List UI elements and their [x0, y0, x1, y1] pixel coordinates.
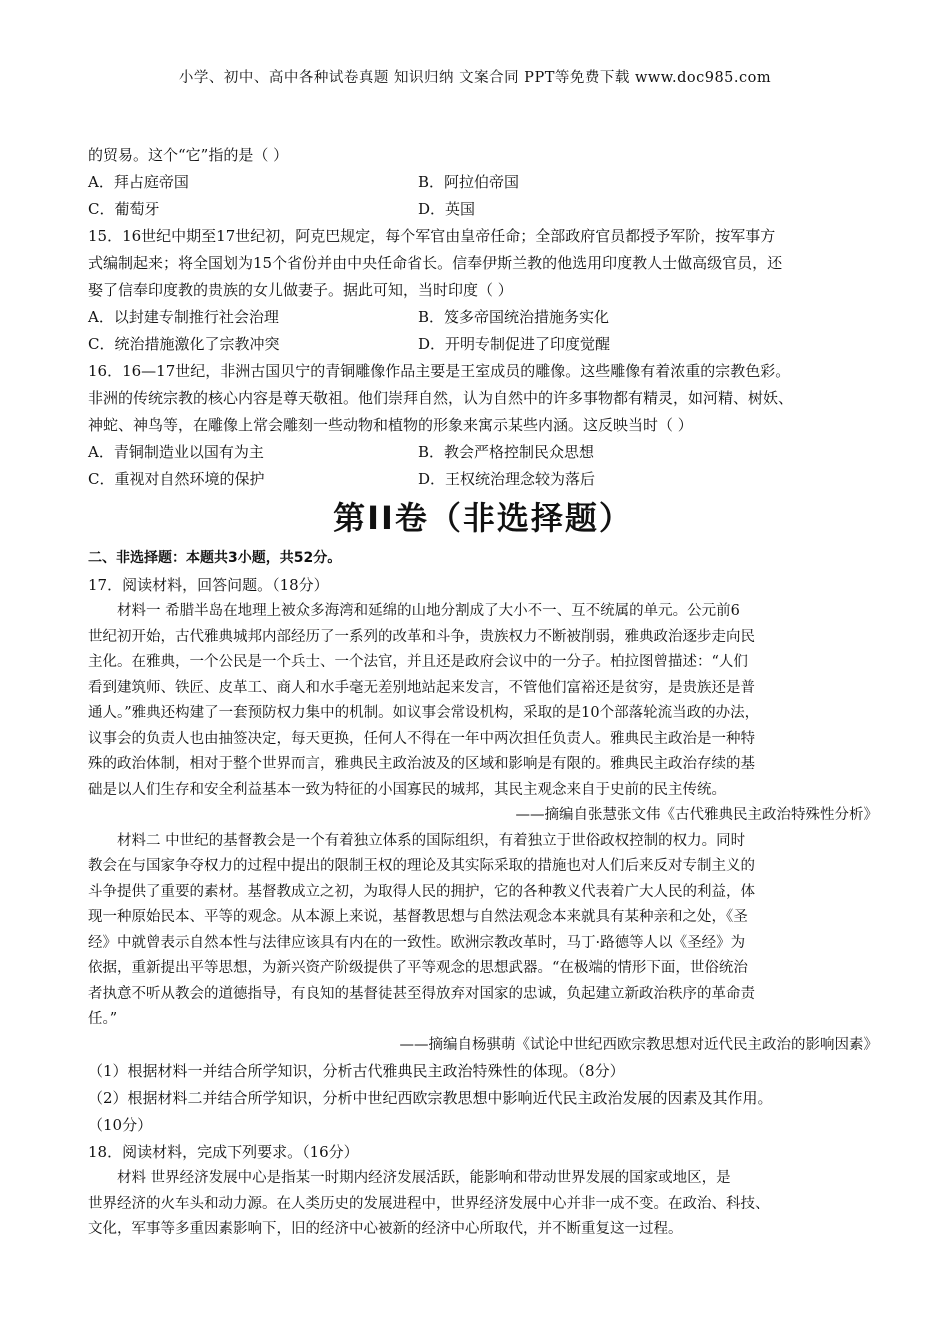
- material-source: ——摘编自张慧张文伟《古代雅典民主政治特殊性分析》: [515, 807, 878, 823]
- q14-options-row-1: [88, 169, 878, 196]
- q16-line: 非洲的传统宗教的核心内容是尊天敬祖。他们崇拜自然，认为自然中的许多事物都有精灵，如河精、树妖、: [88, 389, 794, 407]
- material-line: 经》中就曾表示自然本性与法律应该具有内在的一致性。欧洲宗教改革时，马丁·路德等人以《圣经》为: [88, 934, 746, 951]
- q15-option-c: C．统治措施激化了宗教冲突: [88, 335, 280, 353]
- material-line: 世纪初开始，古代雅典城邦内部经历了一系列的改革和斗争，贵族权力不断被削弱，雅典政治逐步走向民: [88, 628, 755, 645]
- q16-option-b: B．教会严格控制民众思想: [418, 443, 595, 461]
- material-line: 文化，军事等多重因素影响下，旧的经济中心被新的经济中心所取代，并不断重复这一过程。: [88, 1221, 683, 1237]
- q15-line: 娶了信奉印度教的贵族的女儿做妻子。据此可知，当时印度（ ）: [88, 281, 513, 299]
- material-line: 通人。”雅典还构建了一套预防权力集中的机制。如议事会常设机构，采取的是10个部落轮流当政的办法，: [88, 705, 760, 721]
- q15-option-a: A．以封建专制推行社会治理: [88, 308, 279, 326]
- material-line: 教会在与国家争夺权力的过程中提出的限制王权的理论及其实际采取的措施也对人们后来反对专制主义的: [88, 858, 755, 874]
- q15-line: 式编制起来；将全国划为15个省份并由中央任命省长。信奉伊斯兰教的他选用印度教人士做高级官员，还: [88, 254, 783, 272]
- material-line: 主化。在雅典，一个公民是一个兵士、一个法官，并且还是政府会议中的一分子。柏拉图曾描述：“人们: [88, 654, 748, 670]
- material-line: 看到建筑师、铁匠、皮革工、商人和水手毫无差别地站起来发言，不管他们富裕还是贫穷，是贵族还是普: [88, 679, 755, 696]
- material-source: ——摘编自杨骐萌《试论中世纪西欧宗教思想对近代民主政治的影响因素》: [399, 1036, 878, 1053]
- material-line: 者执意不听从教会的道德指导，有良知的基督徒甚至得放弃对国家的忠诚，负起建立新政治秩序的革命责: [88, 985, 755, 1002]
- section-subtitle: 二、非选择题：本题共3小题，共52分。: [88, 550, 342, 566]
- q16-option-c: C．重视对自然环境的保护: [88, 470, 265, 488]
- q17-stem: 17．阅读材料，回答问题。（18分）: [88, 576, 329, 594]
- material-line: 础是以人们生存和安全利益基本一致为特征的小国寡民的城邦，其民主观念来自于史前的民主传统。: [88, 781, 726, 798]
- q18-stem: 18．阅读材料，完成下列要求。（16分）: [88, 1143, 359, 1161]
- material-line: 斗争提供了重要的素材。基督教成立之初，为取得人民的拥护，它的各种教义代表着广大人民的利益，体: [88, 883, 755, 900]
- q15-options-row-2: [88, 331, 878, 358]
- material-line: 材料一 希腊半岛在地理上被众多海湾和延绵的山地分割成了大小不一、互不统属的单元。公元前6: [117, 603, 740, 619]
- material-line: 议事会的负责人也由抽签决定，每天更换，任何人不得在一年中两次担任负责人。雅典民主政治是一种特: [88, 730, 755, 747]
- page-header: 小学、初中、高中各种试卷真题 知识归纳 文案合同 PPT等免费下载 www.doc985.com: [178, 70, 772, 86]
- q14-option-b: B．阿拉伯帝国: [418, 173, 520, 191]
- q14-tail: 的贸易。这个“它”指的是（ ）: [88, 146, 289, 164]
- exam-content: [88, 142, 878, 1243]
- material-line: 依据，重新提出平等思想，为新兴资产阶级提供了平等观念的思想武器。“在极端的情形下面，世俗统治: [88, 960, 748, 976]
- q14-option-a: A．拜占庭帝国: [88, 173, 189, 191]
- material-line: 材料二 中世纪的基督教会是一个有着独立体系的国际组织，有着独立于世俗政权控制的权力。同时: [117, 832, 746, 849]
- q18-material: [88, 1166, 878, 1243]
- material-line: 现一种原始民本、平等的观念。从本源上来说，基督教思想与自然法观念本来就具有某种亲和之处，《圣: [88, 909, 748, 925]
- q17-sub-question-1: （1）根据材料一并结合所学知识，分析古代雅典民主政治特殊性的体现。（8分）: [88, 1062, 625, 1080]
- q15-option-d: D．开明专制促进了印度觉醒: [418, 335, 611, 353]
- q16-line: 16．16—17世纪，非洲古国贝宁的青铜雕像作品主要是王室成员的雕像。这些雕像有着浓重的宗教色彩。: [88, 362, 791, 380]
- material-line: 任。”: [88, 1011, 118, 1027]
- q17-sub-question-2: （2）根据材料二并结合所学知识，分析中世纪西欧宗教思想中影响近代民主政治发展的因素及其作用。: [88, 1089, 773, 1107]
- q16-option-a: A．青铜制造业以国有为主: [88, 443, 264, 461]
- q17-sub-question-2-score: （10分）: [88, 1116, 153, 1134]
- material-line: 材料 世界经济发展中心是指某一时期内经济发展活跃，能影响和带动世界发展的国家或地区，是: [117, 1170, 731, 1186]
- q16-option-d: D．王权统治理念较为落后: [418, 470, 596, 488]
- q16-options-row-2: [88, 466, 878, 493]
- material-line: 殊的政治体制，相对于整个世界而言，雅典民主政治波及的区域和影响是有限的。雅典民主政治存续的基: [88, 756, 755, 772]
- material-line: 世界经济的火车头和动力源。在人类历史的发展进程中，世界经济发展中心并非一成不变。在政治、科技、: [88, 1195, 770, 1212]
- section-title: 第II卷（非选择题）: [333, 499, 633, 537]
- q15-options-row-1: [88, 304, 878, 331]
- q14-option-d: D．英国: [418, 200, 476, 218]
- q16-line: 神蛇、神鸟等，在雕像上常会雕刻一些动物和植物的形象来寓示某些内涵。这反映当时（ ）: [88, 416, 693, 434]
- q17-material-1: [88, 599, 878, 1058]
- q14-options-row-2: [88, 196, 878, 223]
- q15-line: 15．16世纪中期至17世纪初，阿克巴规定，每个军官由皇帝任命；全部政府官员都授予军阶，按军事方: [88, 227, 776, 245]
- q14-option-c: C．葡萄牙: [88, 200, 160, 218]
- q15-option-b: B．笈多帝国统治措施务实化: [418, 308, 610, 326]
- q16-options-row-1: [88, 439, 878, 466]
